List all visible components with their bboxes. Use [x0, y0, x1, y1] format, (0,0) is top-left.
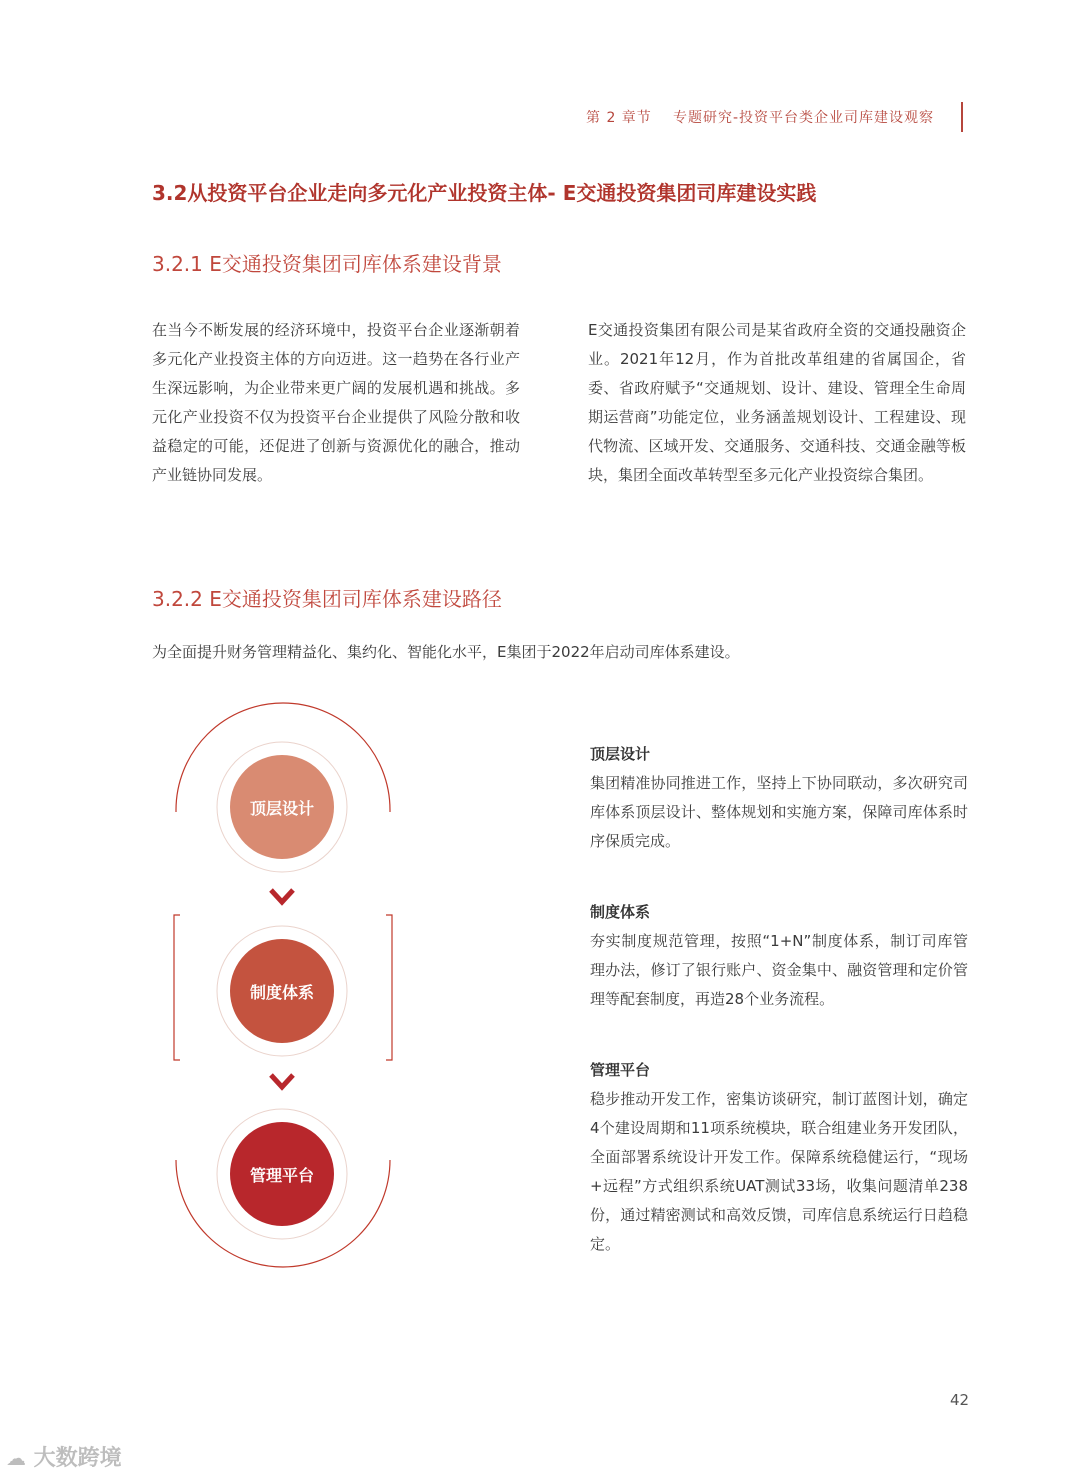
- item-title: 管理平台: [590, 1061, 651, 1079]
- watermark-logo-icon: ☁: [6, 1446, 26, 1470]
- item-title: 顶层设计: [590, 745, 651, 763]
- page-number: 42: [950, 1391, 970, 1409]
- subsection-title-background: 3.2.1 E交通投资集团司库体系建设背景: [152, 252, 502, 276]
- circle-platform: [230, 1122, 334, 1226]
- running-header-title: 专题研究-投资平台类企业司库建设观察: [673, 110, 935, 126]
- item-title: 制度体系: [590, 903, 651, 921]
- background-paragraph-left: 在当今不断发展的经济环境中，投资平台企业逐渐朝着多元化产业投资主体的方向迈进。这一趋势在各行业产生深远影响，为企业带来更广阔的发展机遇和挑战。多元化产业投资不仅为投资平台企业提供了风险分散和收益稳定的可能，还促进了创新与资源优化的融合，推动产业链协同发展。: [152, 321, 520, 484]
- circle-label: 制度体系: [249, 982, 314, 1002]
- chapter-label: 第 2 章节: [586, 110, 652, 126]
- middle-right-bracket: [386, 915, 392, 1060]
- watermark-text: 大数跨境: [33, 1446, 122, 1471]
- header-divider: [961, 102, 963, 132]
- background-paragraph-right: E交通投资集团有限公司是某省政府全资的交通投融资企业。2021年12月，作为首批改革组建的省属国企，省委、省政府赋予“交通规划、设计、建设、管理全生命周期运营商”功能定位，业务涵盖规划设计、工程建设、现代物流、区域开发、交通服务、交通科技、交通金融等板块，集团全面改革转型至多元化产业投资综合集团。: [588, 321, 966, 484]
- circle-label: 管理平台: [249, 1165, 314, 1185]
- circle-top-design: [230, 755, 334, 859]
- chevron-down-icon: [271, 1075, 293, 1087]
- circle-system: [230, 939, 334, 1043]
- middle-left-bracket: [174, 915, 180, 1060]
- item-text: 集团精准协同推进工作，坚持上下协同联动，多次研究司库体系顶层设计、整体规划和实施方案，保障司库体系时序保质完成。: [590, 774, 968, 850]
- item-text: 夯实制度规范管理，按照“1+N”制度体系，制订司库管理办法，修订了银行账户、资金集中、融资管理和定价管理等配套制度，再造28个业务流程。: [590, 932, 968, 1008]
- section-title: 3.2从投资平台企业走向多元化产业投资主体- E交通投资集团司库建设实践: [152, 181, 817, 205]
- watermark: [6, 1441, 122, 1472]
- subsection-title-path: 3.2.2 E交通投资集团司库体系建设路径: [152, 587, 502, 611]
- chevron-down-icon: [271, 890, 293, 902]
- circle-label: 顶层设计: [249, 798, 314, 818]
- item-text: 稳步推动开发工作，密集访谈研究，制订蓝图计划，确定4个建设周期和11项系统模块，联合组建业务开发团队，全面部署系统设计开发工作。保障系统稳健运行，“现场+远程”方式组织系统UAT测试33场，收集问题清单238份，通过精密测试和高效反馈，司库信息系统运行日趋稳定。: [590, 1090, 968, 1253]
- path-intro-text: 为全面提升财务管理精益化、集约化、智能化水平，E集团于2022年启动司库体系建设。: [152, 643, 740, 661]
